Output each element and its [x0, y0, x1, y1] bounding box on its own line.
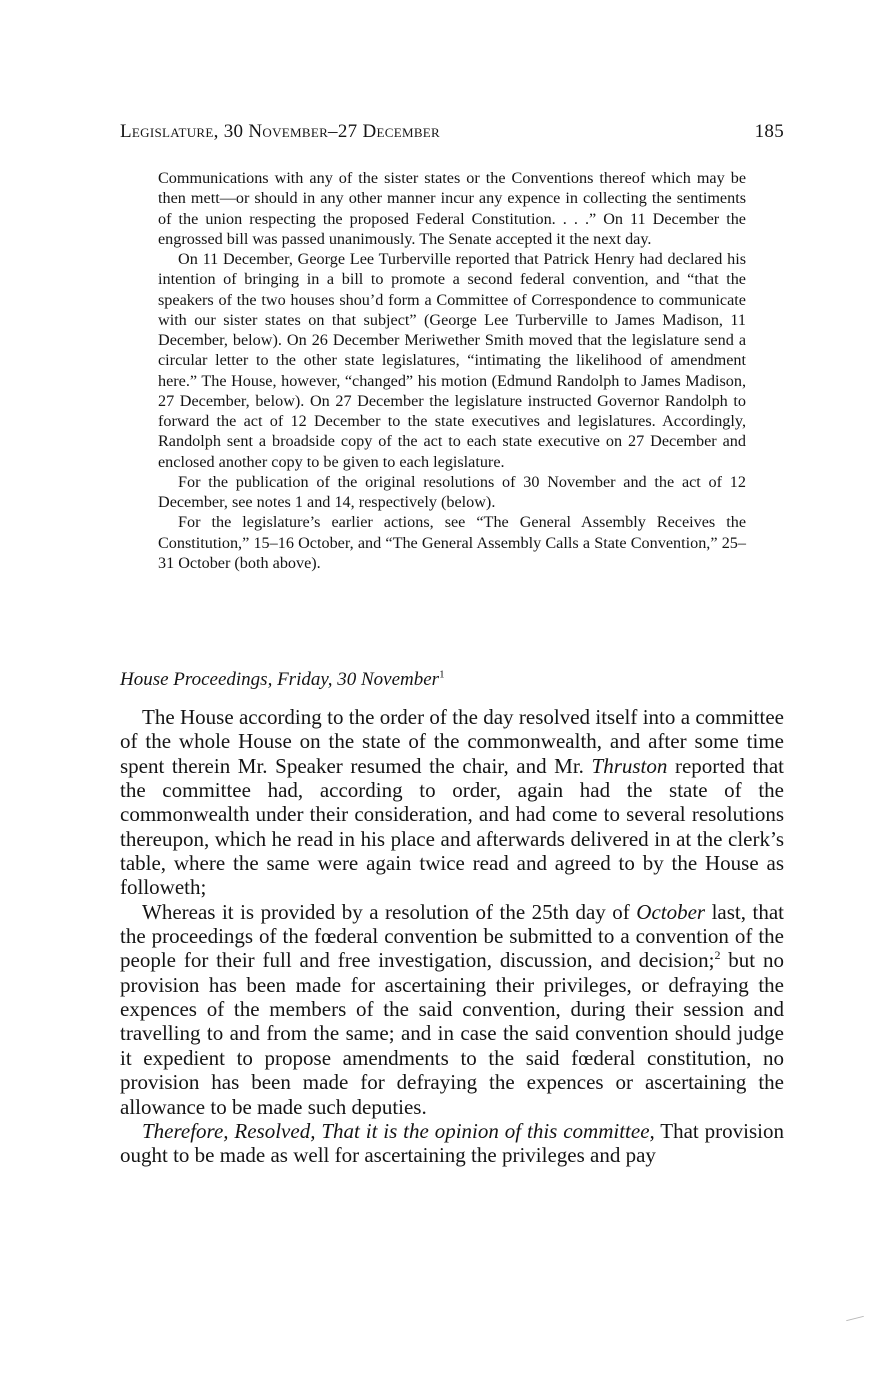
text-run: The House according to the order of the day resolved itself into a committee of the whole House on the state of the commonwealth, and after some time spent therein Mr. Speaker resumed the chair, and Mr.: [120, 705, 784, 778]
intro-paragraph: For the legislature’s earlier actions, see “The General Assembly Receives the Constitution,” 15–16 October, and “The General Assembly Calls a State Convention,” 25–31 October (both above).: [158, 513, 746, 572]
text-run: last, that the proceedings of the fœderal convention be submitted to a convention of the people for their full and free investigation, discussion, and decision;: [120, 899, 784, 973]
footnote-ref: 1: [439, 668, 445, 681]
member-name: Thruston: [591, 753, 668, 778]
text-run: reported that the committee had, according to order, again had the state of the commonwealth under their consideration, and had come to several resolutions thereupon, which he read in his place and afterwards delivered in at the clerk’s table, where the same were again twice read and agreed to by the House as followeth;: [120, 753, 785, 900]
intro-paragraph: For the publication of the original resolutions of 30 November and the act of 12 December, see notes 1 and 14, respectively (below).: [158, 472, 746, 511]
footnote-ref: 2: [714, 948, 721, 963]
scan-mark: [846, 1316, 864, 1321]
body-paragraph: [120, 900, 784, 1119]
section-heading-text: House Proceedings, Friday, 30 November: [120, 669, 440, 690]
proceedings-text: [120, 705, 784, 1168]
text-run: Whereas it is provided by a resolution of the 25th day of: [142, 899, 637, 924]
text-run: That provision ought to be made as well for ascertaining the privileges and pay: [120, 1118, 784, 1168]
section-heading: [120, 669, 784, 691]
resolution-preamble: Therefore, Resolved, That it is the opinion of this committee,: [142, 1118, 655, 1143]
intro-paragraph: On 11 December, George Lee Turberville reported that Patrick Henry had declared his intention of bringing in a bill to promote a second federal convention, and “that the speakers of the two houses shou’d form a Committee of Correspondence to communicate with our sister states on that subject” (George Lee Turberville to James Madison, 11 December, below). On 26 December Meriwether Smith moved that the legislature send a circular letter to the other state legislatures, “intimating the likelihood of amendment here.” The House, however, “changed” his motion (Edmund Randolph to James Madison, 27 December, below). On 27 December the legislature instructed Governor Randolph to forward the act of 12 December to the state executives and legislatures. Accordingly, Randolph sent a broadside copy of the act to each state executive on 27 December and enclosed another copy to be given to each legislature.: [158, 250, 746, 471]
running-head: [120, 121, 784, 143]
intro-note: [158, 168, 746, 573]
text-run: but no provision has been made for ascertaining their privileges, or defraying the expences of the members of the said convention, during their session and travelling to and from the same; and in case the said convention should judge it expedient to propose amendments to the said fœderal constitution, no provision has been made for defraying the expences or ascertaining the allowance to be made such deputies.: [120, 948, 784, 1119]
body-paragraph: [120, 1119, 784, 1168]
intro-paragraph: Communications with any of the sister states or the Conventions thereof which may be then mett—or should in any other manner incur any expence in collecting the sentiments of the union respecting the proposed Federal Constitution. . . .” On 11 December the engrossed bill was passed unanimously. The Senate accepted it the next day.: [158, 169, 746, 248]
month-name: October: [636, 899, 706, 924]
page-number: 185: [754, 121, 784, 142]
body-paragraph: [120, 705, 784, 900]
running-head-title: Legislature, 30 November–27 December: [120, 121, 441, 142]
